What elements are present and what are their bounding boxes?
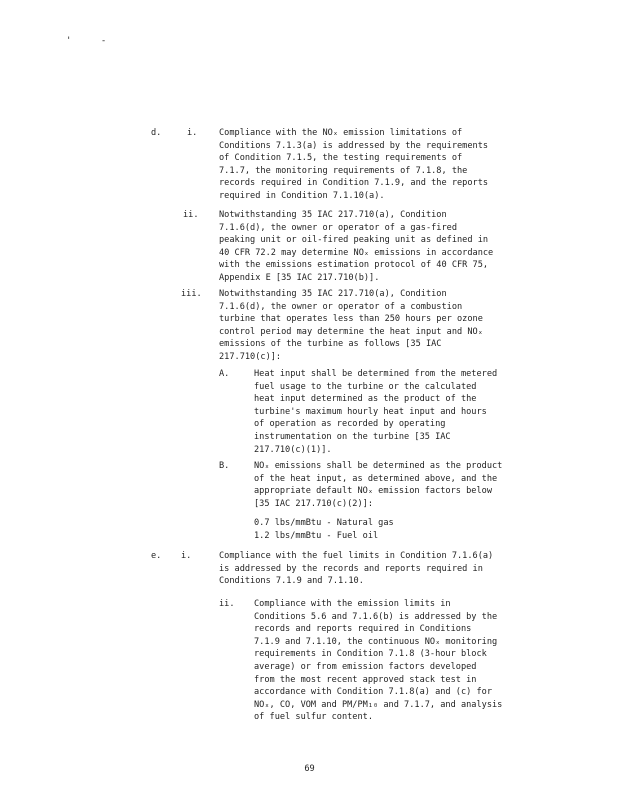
item-label-d: d. xyxy=(151,128,162,138)
sub-label-d-iii: iii. xyxy=(181,289,202,299)
sub-label-e-i: i. xyxy=(181,551,192,561)
header-mark: ' - xyxy=(66,36,119,46)
subsub-label-B: B. xyxy=(219,461,230,471)
paragraph-d-iii: Notwithstanding 35 IAC 217.710(a), Condition 7.1.6(d), the owner or operator of a combustion turbine that operates less than 250 hours per ozone control period may determine the heat input and NOₓ emissions of the turbine as follows [35 IAC 217.710(c)]: xyxy=(219,289,483,362)
sub-label-d-i: i. xyxy=(187,128,198,138)
sub-label-d-ii: ii. xyxy=(183,210,199,220)
item-label-e: e. xyxy=(151,551,162,561)
paragraph-d-i: Compliance with the NOₓ emission limitations of Conditions 7.1.3(a) is addressed by the requirements of Condition 7.1.5, the testing requirements of 7.1.7, the monitoring requirements of 7.1.8, the records required in Condition 7.1.9, and the reports required in Condition 7.1.10(a). xyxy=(219,128,489,201)
sub-label-e-ii: ii. xyxy=(219,599,235,609)
paragraph-e-ii: Compliance with the emission limits in Conditions 5.6 and 7.1.6(b) is addressed by the records and reports required in Conditions 7.1.9 and 7.1.10, the continuous NOₓ monitoring requirements in Condition 7.1.8 (3-hour block average) or from emission factors developed from the most recent approved stack test in accordance with Condition 7.1.8(a) and (c) for NOₓ, CO, VOM and PM/PM₁₀ and 7.1.7, and analysis of fuel sulfur content. xyxy=(254,599,503,723)
page-number: 69 xyxy=(304,764,315,774)
paragraph-A: Heat input shall be determined from the metered fuel usage to the turbine or the calculated heat input determined as the product of the turbine's maximum hourly heat input and hours of operation as recorded by operating instrumentation on the turbine [35 IAC 217.710(c)(1)]. xyxy=(254,369,498,455)
paragraph-e-i: Compliance with the fuel limits in Condition 7.1.6(a) is addressed by the records and reports required in Conditions 7.1.9 and 7.1.10. xyxy=(219,551,494,587)
emission-factors: 0.7 lbs/mmBtu - Natural gas 1.2 lbs/mmBtu - Fuel oil xyxy=(254,518,394,541)
paragraph-d-ii: Notwithstanding 35 IAC 217.710(a), Condition 7.1.6(d), the owner or operator of a gas-fired peaking unit or oil-fired peaking unit as defined in 40 CFR 72.2 may determine NOₓ emissions in accordance with the emissions estimation protocol of 40 CFR 75, Appendix E [35 IAC 217.710(b)]. xyxy=(219,210,494,283)
subsub-label-A: A. xyxy=(219,369,230,379)
paragraph-B: NOₓ emissions shall be determined as the product of the heat input, as determined above, and the appropriate default NOₓ emission factors below [35 IAC 217.710(c)(2)]: xyxy=(254,461,503,509)
